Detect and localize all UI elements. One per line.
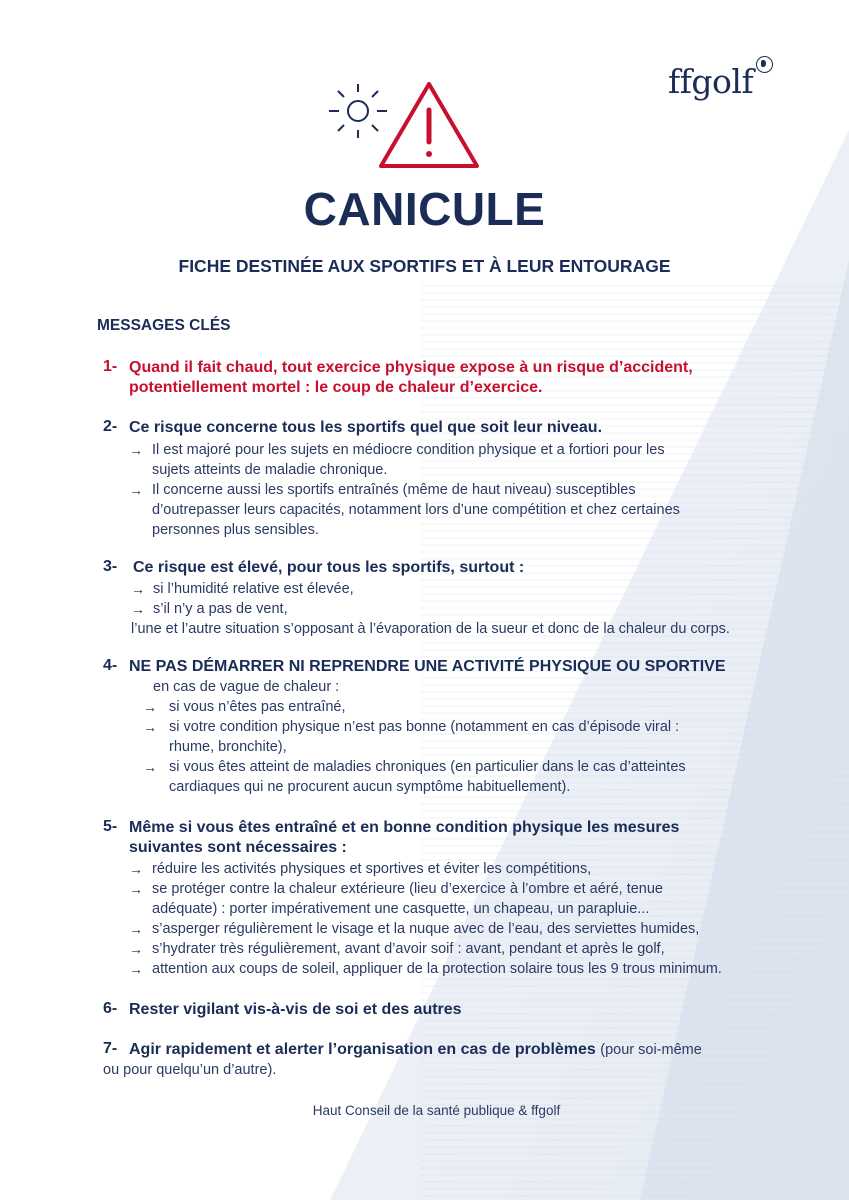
bullet-item: → Il est majoré pour les sujets en médiocre condition physique et a fortiori pour les sujets atteints de maladie chronique.: [129, 442, 665, 478]
arrow-icon: →: [143, 699, 157, 715]
registered-icon: [756, 56, 773, 73]
arrow-icon: →: [129, 921, 143, 937]
bullet-item: → se protéger contre la chaleur extérieure (lieu d’exercice à l’ombre et aéré, tenue adéquate) : porter impérativement une casquette, un chapeau, un parapluie...: [129, 881, 663, 917]
message-number: 2-: [103, 418, 118, 435]
warning-heat-icon: [325, 78, 485, 170]
bullet-item: → s’asperger régulièrement le visage et la nuque avec de l’eau, des serviettes humides,: [129, 921, 700, 937]
bullet-item: → si votre condition physique n’est pas bonne (notamment en cas d’épisode viral : rhume, bronchite),: [143, 719, 680, 755]
bullet-item: → si vous n’êtes pas entraîné,: [143, 699, 346, 715]
message-6: [103, 1000, 743, 1020]
message-number: 1-: [103, 358, 118, 375]
message-heading: Quand il fait chaud, tout exercice physique expose à un risque d’accident, potentiellement mortel : le coup de chaleur d’exercice.: [129, 359, 693, 396]
section-heading: MESSAGES CLÉS: [97, 317, 231, 334]
message-number: 5-: [103, 818, 118, 835]
message-heading: Agir rapidement et alerter l’organisation en cas de problèmes (pour soi-même: [129, 1041, 702, 1058]
arrow-icon: →: [143, 759, 157, 775]
arrow-icon: →: [131, 601, 145, 617]
message-5: [103, 818, 743, 979]
bullet-item: → attention aux coups de soleil, appliquer de la protection solaire tous les 9 trous minimum.: [129, 961, 722, 977]
bullet-item: → Il concerne aussi les sportifs entraînés (même de haut niveau) susceptibles d’outrepasser leurs capacités, notamment lors d’une compétition et chez certaines personnes plus sensibles.: [129, 482, 680, 538]
intro-text: en cas de vague de chaleur :: [153, 679, 340, 695]
continuation-text: ou pour quelqu’un d’autre).: [103, 1062, 277, 1078]
sun-icon: [329, 84, 387, 138]
bullet-item: → réduire les activités physiques et sportives et éviter les compétitions,: [129, 861, 592, 877]
bullet-item: → s’il n’y a pas de vent,: [131, 601, 288, 617]
message-number: 3-: [103, 558, 118, 575]
message-heading: Rester vigilant vis-à-vis de soi et des autres: [129, 1001, 462, 1018]
arrow-icon: →: [129, 961, 143, 977]
warning-triangle-icon: [381, 84, 477, 166]
arrow-icon: →: [129, 881, 143, 897]
bullet-item: → s’hydrater très régulièrement, avant d’avoir soif : avant, pendant et après le golf,: [129, 941, 665, 957]
note-text: l’une et l’autre situation s’opposant à l’évaporation de la sueur et donc de la chaleur du corps.: [131, 621, 730, 637]
arrow-icon: →: [129, 442, 143, 458]
bullet-item: → si vous êtes atteint de maladies chroniques (en particulier dans le cas d’atteintes cardiaques qui ne procurent aucun symptôme habituellement).: [143, 759, 686, 795]
message-heading-tail: (pour soi-même: [600, 1042, 702, 1058]
message-number: 6-: [103, 1000, 118, 1017]
ffgolf-logo: ffgolf: [668, 62, 753, 101]
message-heading: Ce risque est élevé, pour tous les sportifs, surtout :: [133, 559, 525, 576]
arrow-icon: →: [131, 581, 145, 597]
message-number: 4-: [103, 657, 118, 674]
arrow-icon: →: [143, 719, 157, 735]
page-subtitle: FICHE DESTINÉE AUX SPORTIFS ET À LEUR ENTOURAGE: [178, 256, 671, 276]
arrow-icon: →: [129, 482, 143, 498]
message-heading: NE PAS DÉMARRER NI REPRENDRE UNE ACTIVITÉ PHYSIQUE OU SPORTIVE: [129, 658, 726, 675]
arrow-icon: →: [129, 861, 143, 877]
message-4: [103, 657, 743, 797]
arrow-icon: →: [129, 941, 143, 957]
bullet-item: → si l’humidité relative est élevée,: [131, 581, 354, 597]
message-heading: Même si vous êtes entraîné et en bonne condition physique les mesures suivantes sont nécessaires :: [129, 819, 680, 856]
message-2: [103, 418, 743, 540]
message-number: 7-: [103, 1040, 118, 1057]
message-7: [103, 1040, 743, 1080]
page-title: CANICULE: [303, 183, 546, 235]
message-3: [103, 558, 743, 639]
message-1: [103, 358, 743, 398]
message-heading: Ce risque concerne tous les sportifs quel que soit leur niveau.: [129, 419, 603, 436]
footer-credit: Haut Conseil de la santé publique & ffgolf: [312, 1103, 561, 1118]
